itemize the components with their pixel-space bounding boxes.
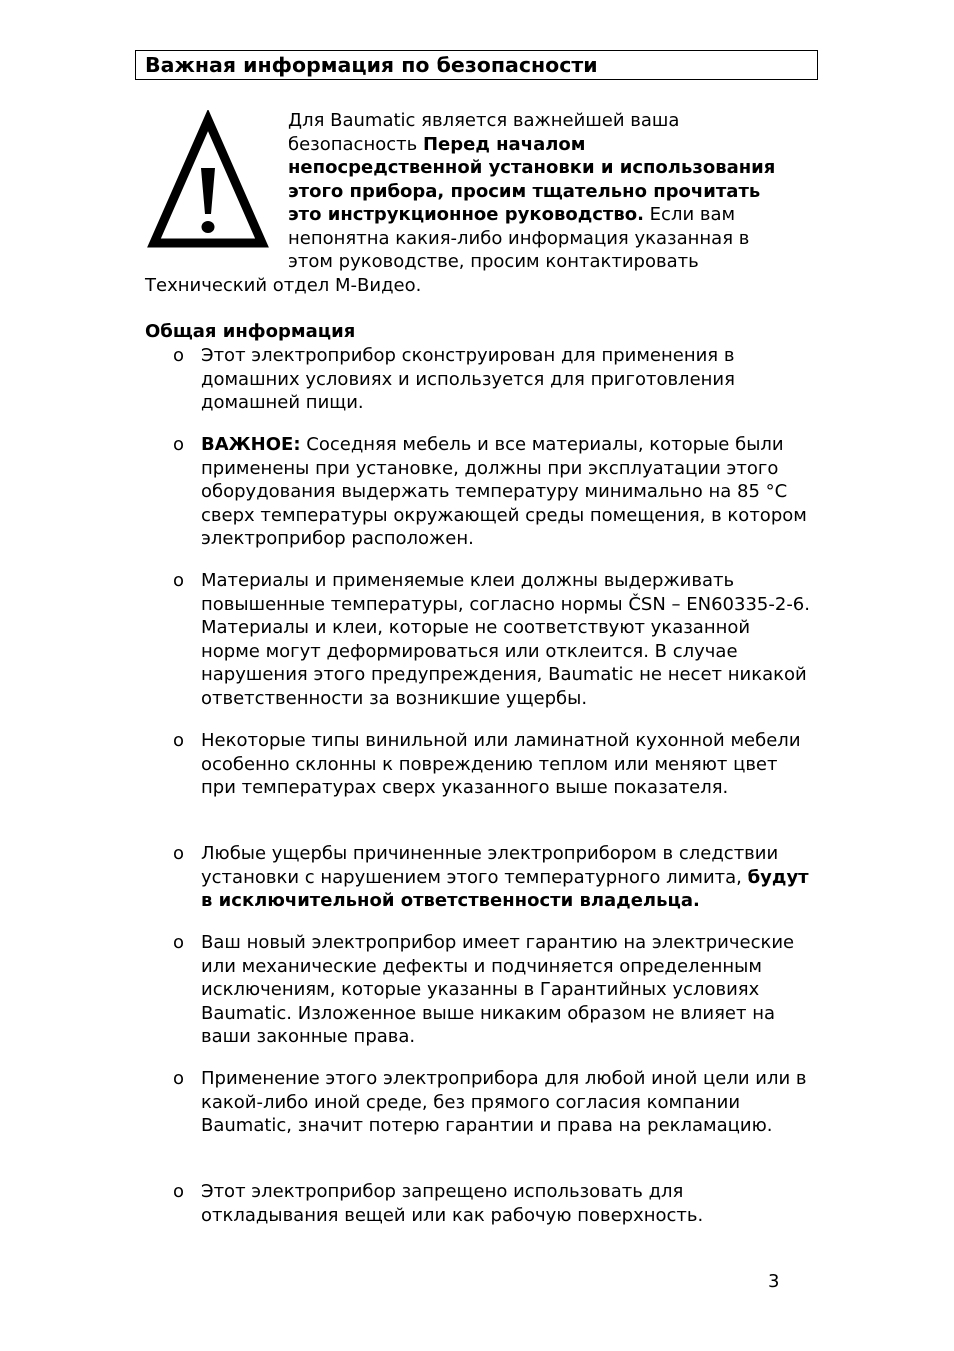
list-bullet: o [173, 570, 185, 591]
owner-responsibility-text: будут в исключительной ответственности владельца. [201, 866, 809, 911]
list-bullet: o [173, 1181, 185, 1202]
important-label: ВАЖНОЕ: [201, 434, 301, 455]
list-item-text: Этот электроприбор сконструирован для применения в домашних условиях и используется для приготовления домашней пищи. [201, 345, 735, 413]
list-item-text: Этот электроприбор запрещено использовать для откладывания вещей или как рабочую поверхность. [201, 1181, 704, 1226]
list-item-text: Некоторые типы винильной или ламинатной кухонной мебели особенно склонны к повреждению теплом или меняют цвет при температурах сверх указанного выше показателя. [201, 730, 801, 798]
list-item-text: Применение этого электроприбора для любой иной цели или в какой-либо иной среде, без прямого согласия компании Baumatic, значит потерю гарантии и права на рекламацию. [201, 1068, 807, 1136]
list-bullet: o [173, 932, 185, 953]
section-heading: Общая информация [145, 321, 356, 342]
list-item-text [201, 842, 813, 913]
list-item [173, 569, 813, 710]
list-item-text [201, 433, 813, 551]
list-bullet: o [173, 345, 185, 366]
list-item-body: Соседняя мебель и все материалы, которые были применены при установке, должны при эксплуатации этого оборудования выдержать температуру минимально на 85 °C сверх температуры окружающей среды помещения, в котором электроприбор расположен. [201, 434, 807, 549]
list-item [173, 344, 813, 415]
page-number: 3 [768, 1271, 780, 1292]
list-bullet: o [173, 434, 185, 455]
list-item-text: Ваш новый электроприбор имеет гарантию на электрические или механические дефекты и подчиняется определенным исключениям, которые указанны в Гарантийных условиях Baumatic. Изложенное выше никаким образом не влияет на ваши законные права. [201, 932, 795, 1047]
list-bullet: o [173, 1068, 185, 1089]
list-item [173, 729, 813, 800]
list-item [173, 931, 813, 1049]
list-item-body: Любые ущербы причиненные электроприбором в следствии установки с нарушением этого температурного лимита, [201, 843, 779, 888]
list-item [173, 433, 813, 551]
list-bullet: o [173, 730, 185, 751]
list-item-text: Материалы и применяемые клеи должны выдерживать повышенные температуры, согласно нормы ČSN – EN60335-2-6. Материалы и клеи, которые не соответствуют указанной норме могут деформироваться или отклеится. В случае нарушения этого предупреждения, Baumatic не несет никакой ответственности за возникшие ущербы. [201, 570, 810, 709]
page-title: Важная информация по безопасности [135, 50, 818, 80]
list-item [173, 1180, 813, 1227]
intro-text-3: Если вам непонятна какия-либо информация указанная в этом руководстве, просим контактировать Технический отдел М-Видео. [145, 204, 750, 296]
intro-text-1: Для Baumatic является важнейшей ваша безопасность [288, 110, 680, 155]
intro-text-bold: Перед началом непосредственной установки и использования этого прибора, просим тщательно прочитать это инструкционное руководство. [288, 133, 776, 225]
list-item [173, 842, 813, 913]
intro-paragraph [145, 109, 785, 297]
list-bullet: o [173, 843, 185, 864]
list-item [173, 1067, 813, 1138]
